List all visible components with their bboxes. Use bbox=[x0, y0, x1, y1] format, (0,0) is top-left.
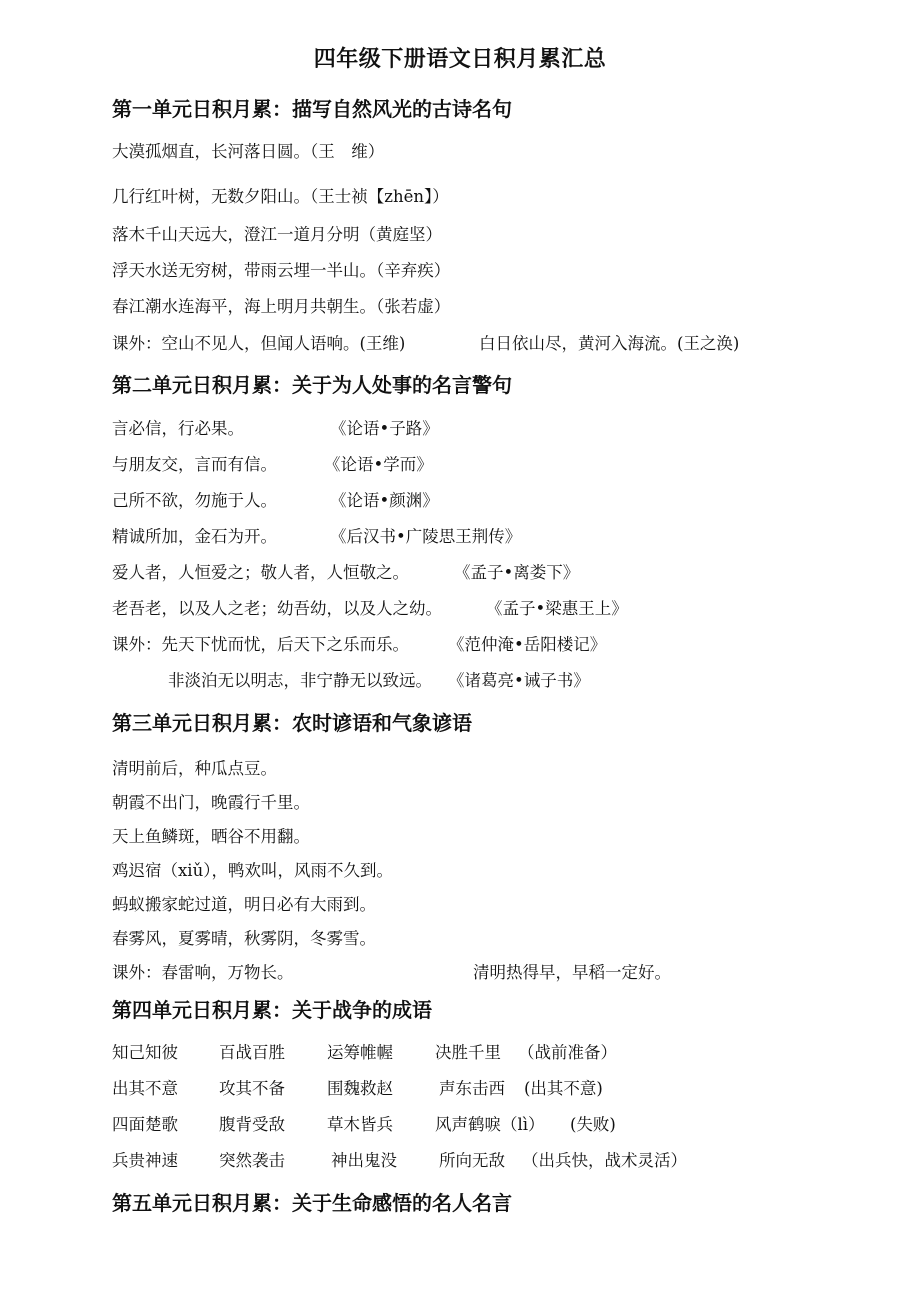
unit3-line: 鸡迟宿（xiǔ），鸭欢叫，风雨不久到。 bbox=[112, 861, 393, 880]
idiom: 运筹帷幄 bbox=[327, 1043, 393, 1062]
quote-source: 《后汉书•广陵思王荆传》 bbox=[330, 527, 522, 546]
idiom-row bbox=[112, 1112, 912, 1138]
unit3-line: 蚂蚁搬家蛇过道，明日必有大雨到。 bbox=[112, 895, 376, 914]
idiom: 声东击西 bbox=[439, 1079, 505, 1098]
idiom-note: （出兵快，战术灵活） bbox=[522, 1151, 687, 1170]
unit2-line bbox=[112, 596, 912, 622]
unit1-line: 几行红叶树，无数夕阳山。（王士祯【zhēn】） bbox=[112, 187, 449, 206]
idiom: 知己知彼 bbox=[112, 1043, 178, 1062]
unit3-line: 清明前后，种瓜点豆。 bbox=[112, 759, 277, 778]
quote-source: 《论语•颜渊》 bbox=[330, 491, 439, 510]
unit3-extra-a: 课外：春雷响，万物长。 bbox=[112, 963, 294, 982]
unit5-heading: 第五单元日积月累：关于生命感悟的名人名言 bbox=[112, 1191, 512, 1215]
quote-source: 《论语•子路》 bbox=[330, 419, 439, 438]
quote-text: 己所不欲，勿施于人。 bbox=[112, 491, 277, 510]
unit2-heading: 第二单元日积月累：关于为人处事的名言警句 bbox=[112, 373, 512, 397]
unit2-line bbox=[112, 488, 912, 514]
document-title: 四年级下册语文日积月累汇总 bbox=[313, 47, 607, 72]
unit2-line bbox=[112, 452, 912, 478]
idiom-row bbox=[112, 1076, 912, 1102]
idiom-row bbox=[112, 1148, 912, 1174]
idiom: 百战百胜 bbox=[219, 1043, 285, 1062]
idiom: 所向无敌 bbox=[439, 1151, 505, 1170]
unit3-line: 春雾风，夏雾晴，秋雾阴，冬雾雪。 bbox=[112, 929, 376, 948]
idiom: 围魏救赵 bbox=[327, 1079, 393, 1098]
idiom: 突然袭击 bbox=[219, 1151, 285, 1170]
idiom-row bbox=[112, 1040, 912, 1066]
idiom: 草木皆兵 bbox=[327, 1115, 393, 1134]
unit3-extra-row bbox=[112, 960, 912, 986]
unit3-line: 天上鱼鳞斑，晒谷不用翻。 bbox=[112, 827, 310, 846]
unit2-line bbox=[112, 560, 912, 586]
unit2-line bbox=[112, 632, 912, 658]
idiom: 腹背受敌 bbox=[219, 1115, 285, 1134]
unit1-extra-b: 白日依山尽，黄河入海流。(王之涣) bbox=[479, 334, 740, 353]
idiom: 风声鹤唳（lì） bbox=[435, 1115, 545, 1134]
idiom: 四面楚歌 bbox=[112, 1115, 178, 1134]
idiom-note: (出其不意) bbox=[524, 1079, 603, 1098]
quote-source: 《论语•学而》 bbox=[324, 455, 433, 474]
idiom-note: (失败) bbox=[570, 1115, 616, 1134]
quote-text: 非淡泊无以明志，非宁静无以致远。 bbox=[168, 671, 432, 690]
quote-text: 课外：先天下忧而忧，后天下之乐而乐。 bbox=[112, 635, 409, 654]
unit1-line: 春江潮水连海平，海上明月共朝生。（张若虚） bbox=[112, 297, 451, 316]
unit3-line: 朝霞不出门，晚霞行千里。 bbox=[112, 793, 310, 812]
idiom: 决胜千里 bbox=[435, 1043, 501, 1062]
idiom-note: （战前准备） bbox=[518, 1043, 617, 1062]
quote-text: 精诚所加，金石为开。 bbox=[112, 527, 277, 546]
quote-text: 言必信，行必果。 bbox=[112, 419, 244, 438]
unit2-line bbox=[112, 524, 912, 550]
quote-text: 与朋友交，言而有信。 bbox=[112, 455, 277, 474]
unit3-extra-b: 清明热得早，早稻一定好。 bbox=[473, 963, 671, 982]
quote-text: 老吾老，以及人之老；幼吾幼，以及人之幼。 bbox=[112, 599, 442, 618]
quote-source: 《范仲淹•岳阳楼记》 bbox=[448, 635, 607, 654]
quote-source: 《孟子•离娄下》 bbox=[454, 563, 580, 582]
idiom: 出其不意 bbox=[112, 1079, 178, 1098]
unit2-line bbox=[168, 668, 920, 694]
unit1-line: 大漠孤烟直，长河落日圆。（王 维） bbox=[112, 142, 385, 161]
idiom: 兵贵神速 bbox=[112, 1151, 178, 1170]
unit1-line: 落木千山天远大，澄江一道月分明（黄庭坚） bbox=[112, 225, 442, 244]
unit1-line: 浮天水送无穷树，带雨云埋一半山。（辛弃疾） bbox=[112, 261, 451, 280]
unit2-line bbox=[112, 416, 912, 442]
idiom: 攻其不备 bbox=[219, 1079, 285, 1098]
unit1-heading: 第一单元日积月累：描写自然风光的古诗名句 bbox=[112, 97, 512, 121]
quote-source: 《诸葛亮•诫子书》 bbox=[448, 671, 590, 690]
quote-source: 《孟子•梁惠王上》 bbox=[486, 599, 628, 618]
unit3-heading: 第三单元日积月累：农时谚语和气象谚语 bbox=[112, 711, 472, 735]
quote-text: 爱人者，人恒爱之；敬人者，人恒敬之。 bbox=[112, 563, 409, 582]
unit4-heading: 第四单元日积月累：关于战争的成语 bbox=[112, 998, 432, 1022]
unit1-extra-row bbox=[112, 331, 912, 357]
idiom: 神出鬼没 bbox=[331, 1151, 397, 1170]
unit1-extra-a: 课外：空山不见人，但闻人语响。(王维) bbox=[112, 334, 406, 353]
